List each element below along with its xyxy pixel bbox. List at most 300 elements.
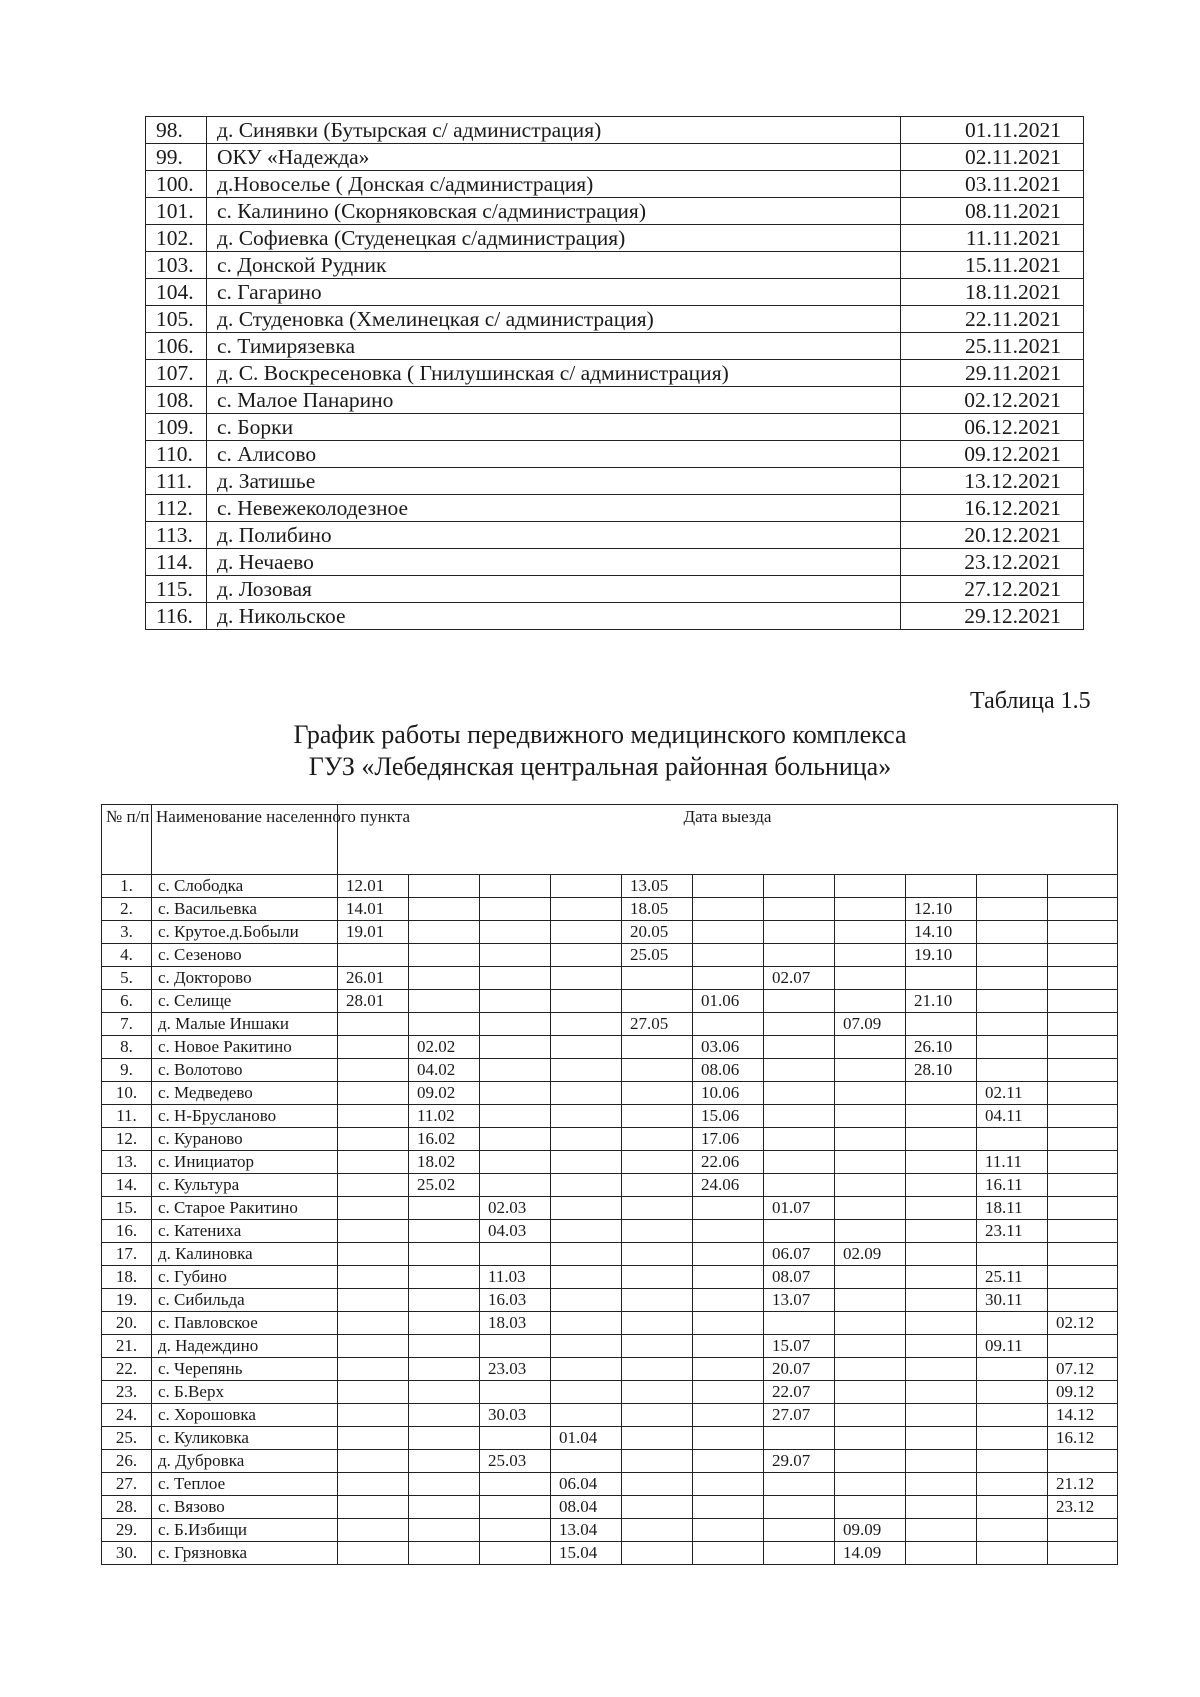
schedule-title-line2: ГУЗ «Лебедянская центральная районная больница» xyxy=(308,752,892,781)
settlement-name: с. Донской Рудник xyxy=(207,252,901,279)
visit-date-cell: 21.10 xyxy=(906,990,977,1013)
visit-date-cell xyxy=(338,1519,409,1542)
visit-date-cell xyxy=(835,1151,906,1174)
header-dates: Дата выезда xyxy=(338,805,1118,875)
table-row xyxy=(102,1496,1118,1519)
visit-date-cell xyxy=(480,1036,551,1059)
visit-date-cell: 02.12 xyxy=(1048,1312,1118,1335)
row-number: 8. xyxy=(102,1036,152,1059)
settlement-name: д. Затишье xyxy=(207,468,901,495)
visit-date-cell xyxy=(693,1358,764,1381)
visit-date-cell xyxy=(338,1450,409,1473)
row-number: 6. xyxy=(102,990,152,1013)
visit-date-cell xyxy=(764,875,835,898)
settlement-name: д. Студеновка (Хмелинецкая с/ администрация) xyxy=(207,306,901,333)
visit-date-cell xyxy=(693,1243,764,1266)
visit-date: 20.12.2021 xyxy=(901,522,1084,549)
table-row xyxy=(102,1151,1118,1174)
visit-date-cell: 27.05 xyxy=(622,1013,693,1036)
row-number: 116. xyxy=(146,603,207,630)
table-row xyxy=(102,1197,1118,1220)
row-number: 28. xyxy=(102,1496,152,1519)
visit-date-cell xyxy=(764,990,835,1013)
visit-date-cell xyxy=(622,967,693,990)
settlement-name: д. Полибино xyxy=(207,522,901,549)
visit-date-cell: 02.07 xyxy=(764,967,835,990)
visit-date-cell xyxy=(764,1036,835,1059)
visit-date-cell: 03.06 xyxy=(693,1036,764,1059)
visit-date-cell xyxy=(551,1243,622,1266)
visit-date-cell xyxy=(551,1220,622,1243)
visit-date-cell: 18.02 xyxy=(409,1151,480,1174)
visit-date-cell xyxy=(409,1404,480,1427)
visit-date-cell xyxy=(551,1082,622,1105)
visit-date-cell xyxy=(906,1450,977,1473)
visit-date-cell xyxy=(835,1312,906,1335)
visit-date: 25.11.2021 xyxy=(901,333,1084,360)
visit-date-cell: 08.07 xyxy=(764,1266,835,1289)
visit-date-cell xyxy=(622,1427,693,1450)
row-number: 99. xyxy=(146,144,207,171)
visit-date-cell xyxy=(835,898,906,921)
visit-date-cell: 06.04 xyxy=(551,1473,622,1496)
visit-date-cell xyxy=(977,1243,1048,1266)
visit-date-cell: 13.05 xyxy=(622,875,693,898)
table-row xyxy=(146,549,1084,576)
visit-date-cell xyxy=(906,1266,977,1289)
visit-date-cell xyxy=(835,1427,906,1450)
settlement-name: с. Калинино (Скорняковская с/администрация) xyxy=(207,198,901,225)
header-settlement: Наименование населенного пункта xyxy=(152,805,338,875)
table-row xyxy=(102,875,1118,898)
visit-date-cell xyxy=(906,1358,977,1381)
visit-date-cell: 12.01 xyxy=(338,875,409,898)
visit-date-cell xyxy=(338,1473,409,1496)
table-row xyxy=(146,603,1084,630)
visit-date-cell xyxy=(622,1519,693,1542)
visit-date-cell xyxy=(977,1381,1048,1404)
table-row xyxy=(146,198,1084,225)
row-number: 102. xyxy=(146,225,207,252)
table-row xyxy=(102,1013,1118,1036)
row-number: 3. xyxy=(102,921,152,944)
row-number: 7. xyxy=(102,1013,152,1036)
visit-date-cell xyxy=(480,1151,551,1174)
row-number: 108. xyxy=(146,387,207,414)
visit-date-cell: 01.06 xyxy=(693,990,764,1013)
visit-date-cell: 25.05 xyxy=(622,944,693,967)
visit-date-cell: 29.07 xyxy=(764,1450,835,1473)
visit-date-cell: 02.03 xyxy=(480,1197,551,1220)
visit-date-cell xyxy=(622,1450,693,1473)
visit-date-cell xyxy=(1048,1013,1118,1036)
visit-date-cell xyxy=(338,1220,409,1243)
visit-date-cell xyxy=(551,1381,622,1404)
visit-date-cell xyxy=(906,1174,977,1197)
visit-date-cell xyxy=(764,1312,835,1335)
visit-date-cell: 25.03 xyxy=(480,1450,551,1473)
visit-date-cell xyxy=(693,1473,764,1496)
visit-date-cell: 22.06 xyxy=(693,1151,764,1174)
visit-date-cell: 01.04 xyxy=(551,1427,622,1450)
visit-date-cell: 28.10 xyxy=(906,1059,977,1082)
visit-date-cell xyxy=(622,1496,693,1519)
visit-date-cell xyxy=(409,944,480,967)
visit-date-cell xyxy=(551,1059,622,1082)
visit-date-cell: 13.04 xyxy=(551,1519,622,1542)
visit-date: 11.11.2021 xyxy=(901,225,1084,252)
visit-date-cell xyxy=(1048,1450,1118,1473)
visit-date-cell xyxy=(480,1427,551,1450)
visit-date-cell xyxy=(1048,875,1118,898)
visit-date-cell xyxy=(906,1335,977,1358)
visit-date-cell xyxy=(835,1404,906,1427)
visit-date-cell: 11.03 xyxy=(480,1266,551,1289)
visit-date-cell xyxy=(906,1404,977,1427)
visit-date-cell: 10.06 xyxy=(693,1082,764,1105)
visit-date-cell xyxy=(338,1105,409,1128)
visit-date-cell xyxy=(764,1496,835,1519)
visit-date-cell xyxy=(764,898,835,921)
visit-date-cell xyxy=(1048,1542,1118,1565)
visit-date-cell: 28.01 xyxy=(338,990,409,1013)
visit-date-cell xyxy=(1048,1059,1118,1082)
visit-date-cell: 09.09 xyxy=(835,1519,906,1542)
visit-date-cell xyxy=(977,875,1048,898)
settlement-name: с. Тимирязевка xyxy=(207,333,901,360)
visit-date-cell xyxy=(693,1266,764,1289)
visit-date-cell xyxy=(693,1427,764,1450)
visit-date-cell xyxy=(551,944,622,967)
visit-date-cell xyxy=(764,1151,835,1174)
visit-date-cell: 14.12 xyxy=(1048,1404,1118,1427)
settlement-name: с. Черепянь xyxy=(152,1358,338,1381)
header-num: № п/п xyxy=(102,805,152,875)
visit-date-cell xyxy=(409,875,480,898)
schedule-header-row xyxy=(102,805,1118,875)
visit-date-cell: 30.03 xyxy=(480,1404,551,1427)
table-number-label: Таблица 1.5 xyxy=(970,688,1091,714)
table-row xyxy=(102,1450,1118,1473)
visit-date-cell xyxy=(551,990,622,1013)
visit-date: 03.11.2021 xyxy=(901,171,1084,198)
table-row xyxy=(102,944,1118,967)
visit-date-cell xyxy=(480,1243,551,1266)
visit-date-cell xyxy=(409,1013,480,1036)
visit-date-cell: 21.12 xyxy=(1048,1473,1118,1496)
table-row xyxy=(102,921,1118,944)
settlement-name: д. С. Воскресеновка ( Гнилушинская с/ администрация) xyxy=(207,360,901,387)
settlement-name: д.Новоселье ( Донская с/администрация) xyxy=(207,171,901,198)
settlement-name: с. Новое Ракитино xyxy=(152,1036,338,1059)
visit-date: 08.11.2021 xyxy=(901,198,1084,225)
settlement-name: с. Старое Ракитино xyxy=(152,1197,338,1220)
row-number: 105. xyxy=(146,306,207,333)
row-number: 14. xyxy=(102,1174,152,1197)
visit-date-cell: 23.11 xyxy=(977,1220,1048,1243)
table-row xyxy=(146,576,1084,603)
visit-date-cell xyxy=(409,1243,480,1266)
row-number: 112. xyxy=(146,495,207,522)
table-row xyxy=(102,1358,1118,1381)
visit-date-cell xyxy=(551,1289,622,1312)
table-row xyxy=(146,414,1084,441)
table-row xyxy=(102,1404,1118,1427)
visit-date: 27.12.2021 xyxy=(901,576,1084,603)
visit-date-cell: 14.09 xyxy=(835,1542,906,1565)
visit-date-cell xyxy=(622,1059,693,1082)
row-number: 10. xyxy=(102,1082,152,1105)
settlement-name: с. Крутое.д.Бобыли xyxy=(152,921,338,944)
schedule-table-body xyxy=(102,805,1118,1565)
row-number: 9. xyxy=(102,1059,152,1082)
visit-date-cell xyxy=(835,921,906,944)
visit-date-cell xyxy=(551,1450,622,1473)
settlement-name: с. Б.Избищи xyxy=(152,1519,338,1542)
settlement-name: с. Теплое xyxy=(152,1473,338,1496)
visit-date: 29.12.2021 xyxy=(901,603,1084,630)
visit-date-cell: 16.12 xyxy=(1048,1427,1118,1450)
settlement-name: с. Инициатор xyxy=(152,1151,338,1174)
visit-date-cell xyxy=(1048,1128,1118,1151)
visit-date-cell: 19.10 xyxy=(906,944,977,967)
visit-date-cell xyxy=(1048,1266,1118,1289)
row-number: 1. xyxy=(102,875,152,898)
visit-date-cell xyxy=(906,1542,977,1565)
visit-date: 18.11.2021 xyxy=(901,279,1084,306)
table-row xyxy=(146,252,1084,279)
table-row xyxy=(146,306,1084,333)
settlement-name: д. Софиевка (Студенецкая с/администрация) xyxy=(207,225,901,252)
visit-date-cell: 09.02 xyxy=(409,1082,480,1105)
row-number: 13. xyxy=(102,1151,152,1174)
visit-date-cell xyxy=(622,1128,693,1151)
visit-date-cell: 16.02 xyxy=(409,1128,480,1151)
visit-date-cell xyxy=(409,1358,480,1381)
table-row xyxy=(146,333,1084,360)
visit-date-cell xyxy=(338,1036,409,1059)
visit-date-cell: 18.05 xyxy=(622,898,693,921)
row-number: 98. xyxy=(146,117,207,144)
visit-date-cell xyxy=(977,1013,1048,1036)
visit-date-cell: 26.01 xyxy=(338,967,409,990)
settlement-name: с. Грязновка xyxy=(152,1542,338,1565)
table-row xyxy=(146,117,1084,144)
table-row xyxy=(102,1220,1118,1243)
table-row xyxy=(102,1542,1118,1565)
visit-date-cell xyxy=(338,1243,409,1266)
visit-date-cell: 04.03 xyxy=(480,1220,551,1243)
visit-date-cell: 24.06 xyxy=(693,1174,764,1197)
visit-date-cell xyxy=(409,1473,480,1496)
settlement-name: с. Малое Панарино xyxy=(207,387,901,414)
settlement-dates-table-body xyxy=(146,117,1084,630)
settlement-name: д. Никольское xyxy=(207,603,901,630)
row-number: 104. xyxy=(146,279,207,306)
visit-date-cell xyxy=(1048,1174,1118,1197)
table-row xyxy=(102,1381,1118,1404)
visit-date-cell: 18.11 xyxy=(977,1197,1048,1220)
visit-date-cell xyxy=(409,1542,480,1565)
settlement-name: с. Борки xyxy=(207,414,901,441)
visit-date-cell xyxy=(835,967,906,990)
visit-date-cell xyxy=(977,921,1048,944)
visit-date-cell xyxy=(764,1174,835,1197)
row-number: 110. xyxy=(146,441,207,468)
table-row xyxy=(146,387,1084,414)
row-number: 19. xyxy=(102,1289,152,1312)
visit-date-cell xyxy=(693,1197,764,1220)
visit-date-cell xyxy=(977,1473,1048,1496)
visit-date-cell: 20.07 xyxy=(764,1358,835,1381)
visit-date-cell xyxy=(764,1427,835,1450)
visit-date-cell xyxy=(480,1128,551,1151)
visit-date-cell xyxy=(409,990,480,1013)
settlement-name: д. Малые Иншаки xyxy=(152,1013,338,1036)
visit-date-cell xyxy=(693,1312,764,1335)
table-row xyxy=(146,279,1084,306)
table-row xyxy=(146,171,1084,198)
visit-date-cell xyxy=(906,1519,977,1542)
row-number: 26. xyxy=(102,1450,152,1473)
visit-date-cell xyxy=(1048,1036,1118,1059)
visit-date-cell xyxy=(338,1496,409,1519)
visit-date-cell: 08.06 xyxy=(693,1059,764,1082)
settlement-name: д. Лозовая xyxy=(207,576,901,603)
row-number: 15. xyxy=(102,1197,152,1220)
table-row xyxy=(102,1335,1118,1358)
visit-date-cell: 23.12 xyxy=(1048,1496,1118,1519)
table-row xyxy=(102,1082,1118,1105)
visit-date-cell xyxy=(835,990,906,1013)
visit-date-cell xyxy=(551,1013,622,1036)
row-number: 103. xyxy=(146,252,207,279)
visit-date-cell xyxy=(551,921,622,944)
visit-date-cell xyxy=(835,1266,906,1289)
visit-date: 02.11.2021 xyxy=(901,144,1084,171)
visit-date-cell xyxy=(693,1496,764,1519)
visit-date-cell xyxy=(693,898,764,921)
visit-date-cell xyxy=(622,1174,693,1197)
visit-date-cell xyxy=(764,1542,835,1565)
visit-date-cell xyxy=(480,1059,551,1082)
visit-date: 06.12.2021 xyxy=(901,414,1084,441)
settlement-name: д. Надеждино xyxy=(152,1335,338,1358)
visit-date-cell xyxy=(622,1312,693,1335)
table-row xyxy=(146,144,1084,171)
visit-date-cell: 16.03 xyxy=(480,1289,551,1312)
visit-date-cell xyxy=(906,1473,977,1496)
visit-date-cell xyxy=(906,1013,977,1036)
visit-date-cell xyxy=(693,1519,764,1542)
row-number: 23. xyxy=(102,1381,152,1404)
visit-date-cell xyxy=(977,990,1048,1013)
settlement-name: д. Синявки (Бутырская с/ администрация) xyxy=(207,117,901,144)
visit-date-cell xyxy=(906,1151,977,1174)
visit-date: 23.12.2021 xyxy=(901,549,1084,576)
visit-date-cell xyxy=(906,1289,977,1312)
visit-date-cell xyxy=(551,898,622,921)
visit-date-cell xyxy=(480,1013,551,1036)
settlement-name: с. Б.Верх xyxy=(152,1381,338,1404)
settlement-name: с. Доктopoвo xyxy=(152,967,338,990)
visit-date: 02.12.2021 xyxy=(901,387,1084,414)
visit-date-cell xyxy=(835,1082,906,1105)
visit-date-cell xyxy=(338,1128,409,1151)
visit-date-cell xyxy=(480,1473,551,1496)
visit-date-cell xyxy=(764,1082,835,1105)
visit-date-cell: 16.11 xyxy=(977,1174,1048,1197)
visit-date-cell xyxy=(977,1542,1048,1565)
visit-date-cell xyxy=(906,1105,977,1128)
visit-date-cell xyxy=(977,1519,1048,1542)
settlement-name: с. Невежеколодезное xyxy=(207,495,901,522)
visit-date-cell xyxy=(835,1358,906,1381)
visit-date-cell xyxy=(622,1151,693,1174)
table-row xyxy=(102,1519,1118,1542)
visit-date-cell: 19.01 xyxy=(338,921,409,944)
visit-date-cell xyxy=(977,1450,1048,1473)
visit-date-cell xyxy=(835,1128,906,1151)
visit-date-cell xyxy=(764,1059,835,1082)
visit-date-cell xyxy=(551,967,622,990)
settlement-dates-table xyxy=(145,116,1084,630)
row-number: 4. xyxy=(102,944,152,967)
visit-date-cell xyxy=(551,1036,622,1059)
visit-date-cell xyxy=(693,875,764,898)
visit-date-cell xyxy=(906,967,977,990)
visit-date-cell xyxy=(338,1151,409,1174)
table-row xyxy=(102,967,1118,990)
visit-date-cell xyxy=(906,1496,977,1519)
table-row xyxy=(146,360,1084,387)
visit-date-cell xyxy=(693,1335,764,1358)
visit-date-cell: 22.07 xyxy=(764,1381,835,1404)
mobile-complex-schedule-table xyxy=(101,804,1118,1565)
visit-date-cell xyxy=(977,1358,1048,1381)
visit-date-cell xyxy=(764,1013,835,1036)
visit-date-cell xyxy=(764,1473,835,1496)
visit-date-cell: 14.10 xyxy=(906,921,977,944)
visit-date-cell: 18.03 xyxy=(480,1312,551,1335)
visit-date-cell xyxy=(622,1197,693,1220)
row-number: 21. xyxy=(102,1335,152,1358)
settlement-name: ОКУ «Надежда» xyxy=(207,144,901,171)
visit-date-cell xyxy=(480,967,551,990)
visit-date-cell xyxy=(764,1105,835,1128)
visit-date-cell xyxy=(480,1381,551,1404)
visit-date-cell xyxy=(409,1335,480,1358)
visit-date-cell xyxy=(409,921,480,944)
visit-date-cell xyxy=(835,1220,906,1243)
visit-date-cell xyxy=(693,1013,764,1036)
visit-date-cell: 20.05 xyxy=(622,921,693,944)
visit-date-cell: 15.04 xyxy=(551,1542,622,1565)
visit-date-cell: 06.07 xyxy=(764,1243,835,1266)
visit-date-cell xyxy=(977,1312,1048,1335)
visit-date-cell xyxy=(480,1174,551,1197)
visit-date-cell xyxy=(977,1059,1048,1082)
visit-date-cell xyxy=(1048,967,1118,990)
settlement-name: с. Волотово xyxy=(152,1059,338,1082)
table-row xyxy=(102,1427,1118,1450)
visit-date-cell xyxy=(835,1381,906,1404)
visit-date-cell xyxy=(551,1174,622,1197)
visit-date-cell xyxy=(409,1450,480,1473)
visit-date-cell xyxy=(764,944,835,967)
visit-date-cell: 09.12 xyxy=(1048,1381,1118,1404)
visit-date-cell xyxy=(622,1335,693,1358)
